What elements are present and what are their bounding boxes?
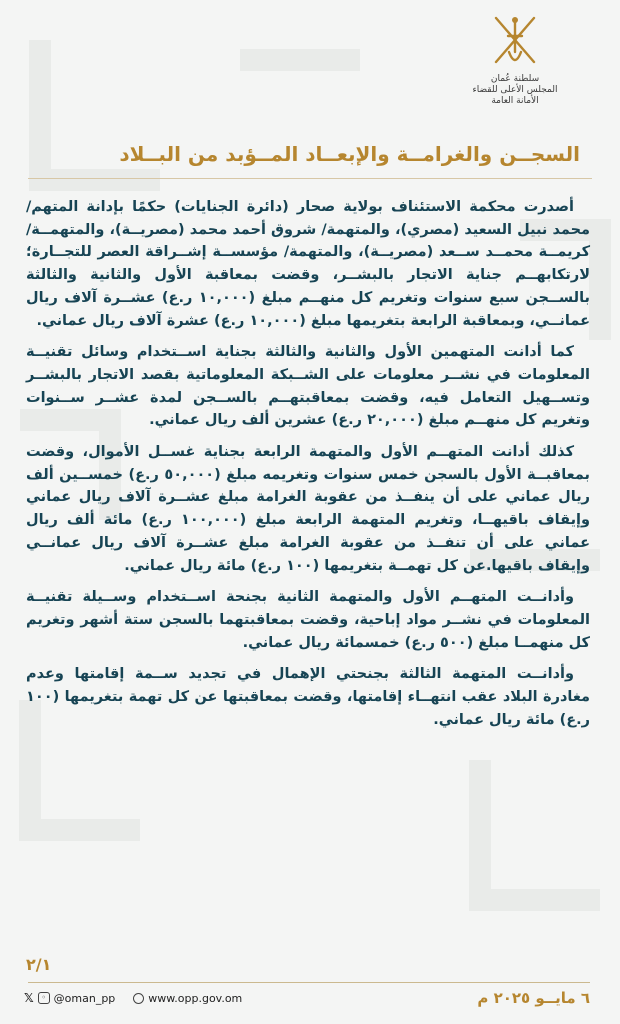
- title-divider: [28, 178, 592, 179]
- paragraph-1: أصدرت محكمة الاستئناف بولاية صحار (دائرة الجنايات) حكمًا بإدانة المتهم/ محمد نبيل السعيد (مصري)، والمتهمة/ شروق أحمد محمد (مصريــة)، والمتهمــة/ كريمــة محمــد ســعد (مصريــة)، والمتهمة/ مؤسســة إشــراقة العصر للتجــارة؛ لارتكابهــم جناية الاتجار بالبشــر، وقضت بمعاقبة الأول والثانية والثالثة بالســجن سبع سنوات وتغريم كل منهــم مبلغ (١٠,٠٠٠ ر.ع) عشــرة آلاف ريال عمانــي، وبمعاقبة الرابعة بتغريمها مبلغ (١٠,٠٠٠ ر.ع) عشرة آلاف ريال عماني.: [26, 199, 590, 329]
- paragraph-2: كما أدانت المتهمين الأول والثانية والثالثة بجناية اســتخدام وسائل تقنيــة المعلومات في نشــر معلومات على الشــبكة المعلوماتية بقصد الاتجار بالبشــر وتســهيل التعامل فيه، وقضت بمعاقبتهــم بالســجن لمدة عشــر ســنوات وتغريم كل منهــم مبلغ (٢٠,٠٠٠ ر.ع) عشرين ألف ريال عماني.: [26, 344, 590, 429]
- paragraph-4: وأدانــت المتهــم الأول والمتهمة الثانية بجنحة اســتخدام وســيلة تقنيــة المعلومات في نشــر مواد إباحية، وقضت بمعاقبتهما بالسجن ستة أشهر وتغريم كل منهمــا مبلغ (٥٠٠ ر.ع) خمسمائة ريال عماني.: [26, 589, 590, 651]
- paragraph-5: وأدانــت المتهمة الثالثة بجنحتي الإهمال في تجديد ســمة إقامتها وعدم مغادرة البلاد عقب انتهــاء إقامتها، وقضت بمعاقبتها عن كل تهمة بتغريمها (١٠٠ ر.ع) مائة ريال عماني.: [26, 666, 590, 728]
- instagram-icon[interactable]: ◦: [38, 992, 50, 1004]
- council-logo: [456, 12, 574, 107]
- x-icon[interactable]: 𝕏: [24, 991, 34, 1005]
- article-title: السجــن والغرامــة والإبعــاد المــؤبد من البــلاد: [119, 142, 580, 166]
- article-body: [26, 196, 590, 740]
- oman-khanjar-emblem-icon: [488, 12, 542, 72]
- council-name-line1: سلطنة عُمان: [490, 74, 540, 84]
- page-number: ٢/١: [26, 955, 52, 974]
- website-link[interactable]: www.opp.gov.om: [148, 991, 243, 1005]
- council-name-line2: المجلس الأعلى للقضاء: [472, 85, 558, 95]
- footer-divider: [28, 982, 590, 983]
- footer-links: [24, 991, 242, 1005]
- globe-icon: [133, 993, 144, 1004]
- paragraph-3: كذلك أدانت المتهــم الأول والمتهمة الرابعة بجناية غســل الأموال، وقضت بمعاقبــة الأول بالسجن خمس سنوات وتغريمه مبلغ (٥٠,٠٠٠ ر.ع) خمســين ألف ريال عماني على أن ينفــذ من عقوبة الغرامة مبلغ عشــرة آلاف ريال عماني وإيقاف باقيهــا، وتغريم المتهمة الرابعة مبلغ (١٠٠,٠٠٠ ر.ع) مائة ألف ريال عماني على أن تنفــذ من عقوبة الغرامة مبلغ عشــرة آلاف ريال عمانــي وإيقاف باقيها.عن كل تهمــة بتغريمها (١٠٠ ر.ع) مائة ريال عماني.: [26, 444, 590, 574]
- publication-date: ٦ مايــو ٢٠٢٥ م: [477, 989, 590, 1007]
- council-name-line3: الأمانة العامة: [491, 96, 539, 106]
- social-handle[interactable]: @oman_pp: [53, 991, 116, 1005]
